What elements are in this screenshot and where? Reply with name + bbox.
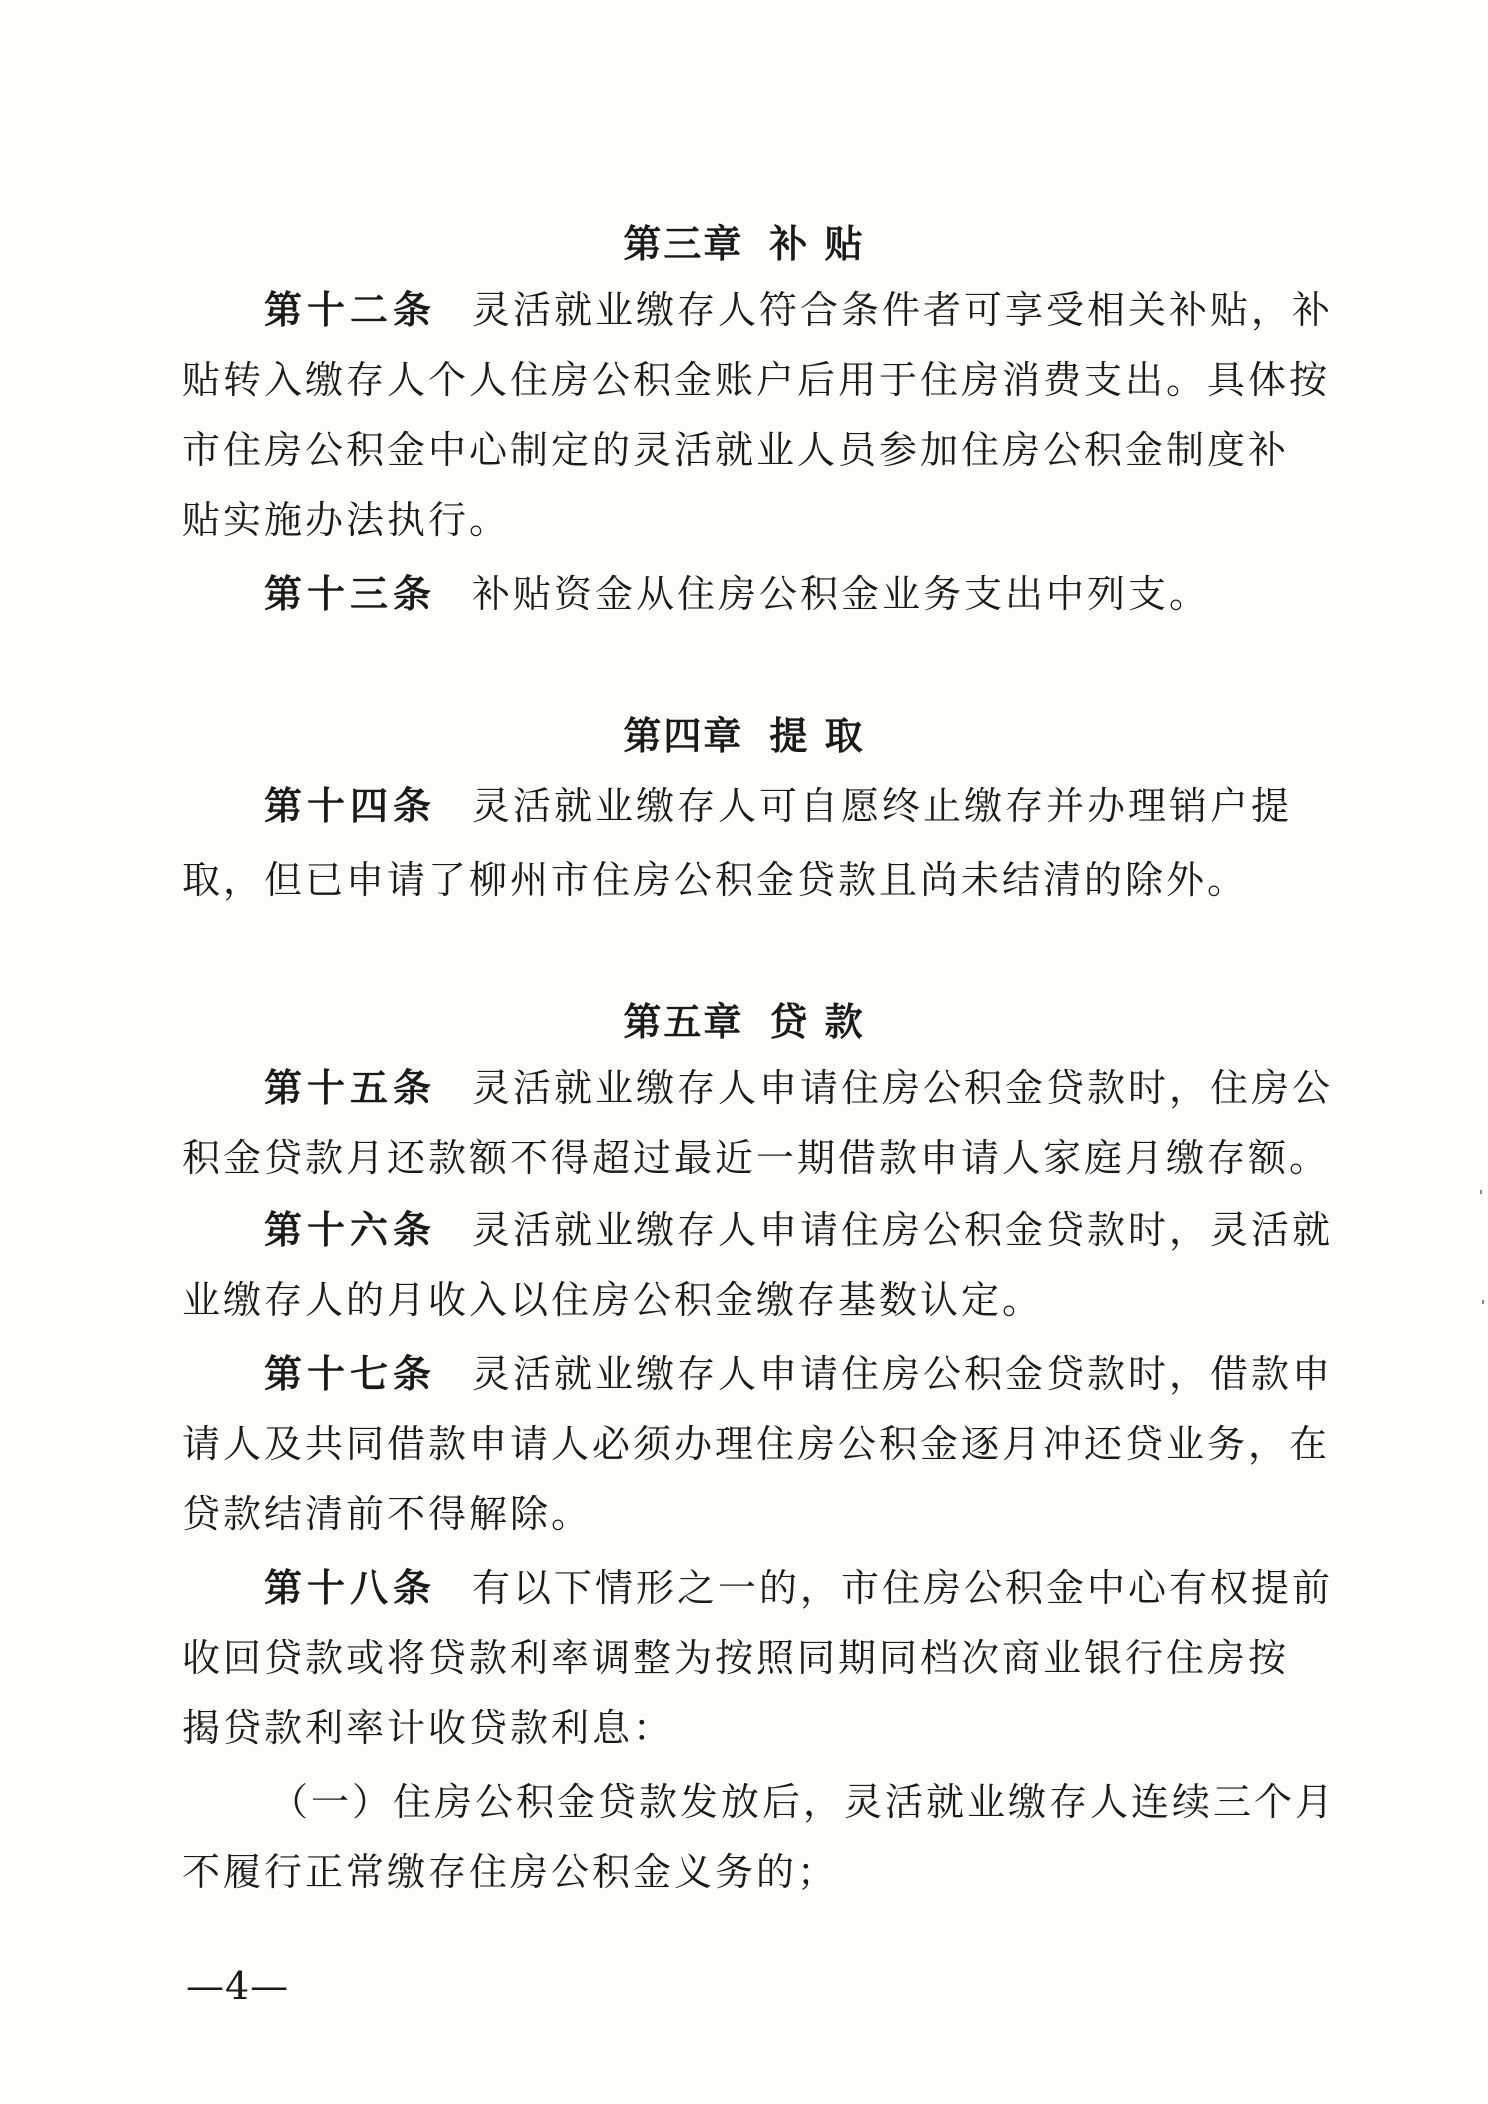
article-line: 积金贷款月还款额不得超过最近一期借款申请人家庭月缴存额。 (182, 1136, 1331, 1180)
article-label: 第十七条 (264, 1351, 437, 1396)
article-label: 第十二条 (264, 287, 437, 332)
page-number: —4— (186, 1964, 290, 2008)
article-line: 市住房公积金中心制定的灵活就业人员参加住房公积金制度补 (182, 428, 1290, 472)
article-label: 第十八条 (264, 1565, 437, 1610)
article-label: 第十三条 (264, 571, 437, 616)
article-text: 灵活就业缴存人符合条件者可享受相关补贴，补 (472, 288, 1334, 332)
article-label: 第十五条 (264, 1065, 437, 1110)
scan-speck (1482, 1300, 1484, 1304)
article-line: 收回贷款或将贷款利率调整为按照同期同档次商业银行住房按 (182, 1636, 1290, 1680)
article-line: 贴实施办法执行。 (182, 498, 511, 542)
article-line: 请人及共同借款申请人必须办理住房公积金逐月冲还贷业务，在 (182, 1422, 1331, 1466)
article-line: 揭贷款利率计收贷款利息： (182, 1706, 675, 1750)
chapter-number: 第三章 (623, 221, 744, 266)
article-label: 第十四条 (264, 783, 437, 828)
chapter-number: 第四章 (623, 713, 744, 758)
article-line: 贷款结清前不得解除。 (182, 1492, 593, 1536)
article-line: 业缴存人的月收入以住房公积金缴存基数认定。 (182, 1278, 1044, 1322)
article-first-line (264, 282, 1334, 338)
article-text: 灵活就业缴存人申请住房公积金贷款时，借款申 (472, 1352, 1334, 1396)
article-text: 灵活就业缴存人申请住房公积金贷款时，住房公 (472, 1066, 1334, 1110)
article-first-line (264, 566, 1314, 622)
article-text: 有以下情形之一的，市住房公积金中心有权提前 (472, 1566, 1334, 1610)
article-first-line (264, 778, 1314, 834)
article-first-line (264, 1560, 1334, 1616)
chapter-title: 贷 款 (769, 999, 865, 1044)
article-first-line (264, 1060, 1334, 1116)
chapter-title: 补 贴 (769, 221, 865, 266)
article-text: 灵活就业缴存人申请住房公积金贷款时，灵活就 (472, 1208, 1334, 1252)
article-first-line (264, 1202, 1334, 1258)
article-first-line (264, 1346, 1334, 1402)
article-label: 第十六条 (264, 1207, 437, 1252)
chapter-heading (0, 708, 1488, 764)
chapter-number: 第五章 (623, 999, 744, 1044)
chapter-heading (0, 994, 1488, 1050)
article-line: 取，但已申请了柳州市住房公积金贷款且尚未结清的除外。 (182, 858, 1249, 902)
article-text: 补贴资金从住房公积金业务支出中列支。 (472, 572, 1211, 616)
article-line: 贴转入缴存人个人住房公积金账户后用于住房消费支出。具体按 (182, 358, 1331, 402)
chapter-heading (0, 216, 1488, 272)
list-item-first-line: （一）住房公积金贷款发放后，灵活就业缴存人连续三个月 (270, 1780, 1337, 1824)
chapter-title: 提 取 (769, 713, 865, 758)
list-item-line: 不履行正常缴存住房公积金义务的； (182, 1850, 839, 1894)
article-text: 灵活就业缴存人可自愿终止缴存并办理销户提 (472, 784, 1293, 828)
scan-speck (1480, 1190, 1482, 1194)
